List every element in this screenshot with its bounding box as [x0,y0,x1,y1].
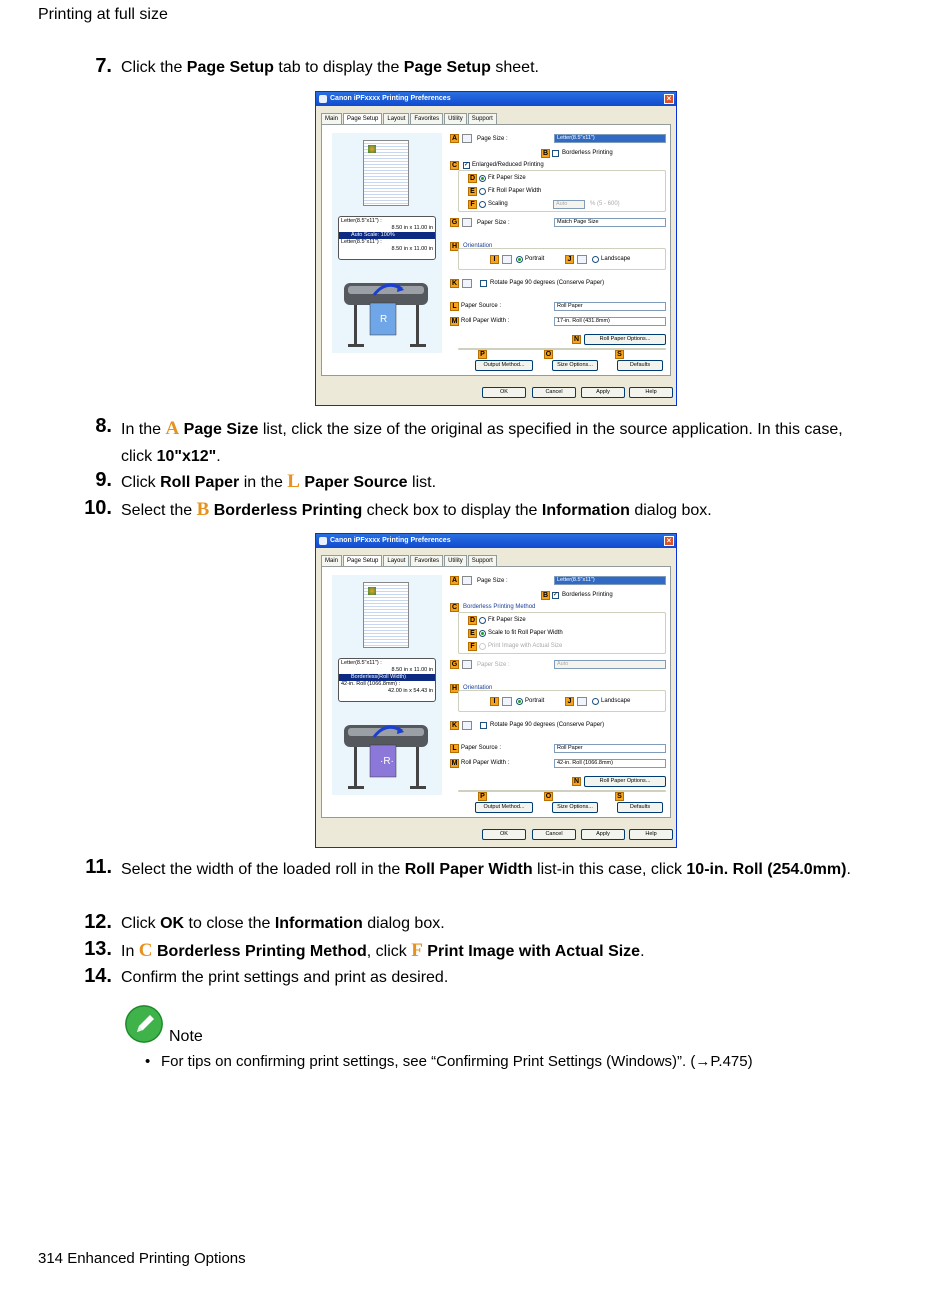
note-pencil-icon [125,1005,163,1043]
label-i: I [490,255,499,264]
tab-favorites[interactable]: Favorites [410,555,443,566]
label-f: F [468,642,477,651]
paper-size-icon [462,218,472,227]
tab-favorites[interactable]: Favorites [410,113,443,124]
step-text [121,472,851,493]
label-j: J [565,255,574,264]
close-icon[interactable]: × [664,536,674,546]
large-format-printer-icon [340,715,434,793]
borderless-checkbox[interactable] [552,150,559,157]
info-scale-bar: Borderless(Roll Width) [339,674,435,681]
step-text-part: Select the width of the loaded roll in the [121,861,405,878]
apply-button[interactable]: Apply [581,387,625,398]
info-line: Letter(8.5"x11") : [341,660,382,666]
output-method-button[interactable]: Output Method... [475,802,533,813]
fit-paper-size-radio[interactable] [479,617,486,624]
info-line: 8.50 in x 11.00 in [391,246,433,252]
step-text-part: 10"x12" [156,448,217,465]
preview-info-box [338,658,436,702]
defaults-button[interactable]: Defaults [617,802,663,813]
preview-info-box [338,216,436,260]
step-text [121,58,851,78]
document-logo-icon [368,587,376,595]
portrait-radio[interactable] [516,256,523,263]
info-line: 8.50 in x 11.00 in [391,225,433,231]
scaling-label: Print Image with Actual Size [488,643,563,649]
defaults-button[interactable]: Defaults [617,360,663,371]
borderless-method-label: Borderless Printing Method [463,604,536,610]
label-b: B [542,592,549,599]
dialog-titlebar [316,92,676,106]
landscape-radio[interactable] [592,698,599,705]
label-i: I [490,697,499,706]
fit-roll-width-radio[interactable] [479,188,486,195]
step-number: 12. [84,911,112,933]
portrait-radio[interactable] [516,698,523,705]
fit-paper-size-radio[interactable] [479,175,486,182]
page-size-select[interactable]: Letter(8.5"x11") [554,134,666,143]
scaling-range: % (5 - 600) [590,201,620,207]
step-text-part: Click [121,915,161,932]
label-a: A [451,577,458,584]
label-s: S [615,792,624,801]
step-text-part: Page Setup [186,59,274,76]
size-options-button[interactable]: Size Options... [552,360,598,371]
key-letter: B [196,499,210,520]
label-l: L [450,302,459,311]
step-text-part: Information [274,915,363,932]
landscape-label: Landscape [601,698,631,704]
cancel-button[interactable]: Cancel [532,829,576,840]
step-text-part: Roll Paper Width [404,861,533,878]
roll-width-label: Roll Paper Width : [461,318,510,324]
roll-width-label: Roll Paper Width : [461,760,510,766]
dialog-title: Canon iPFxxxx Printing Preferences [330,537,451,544]
tab-support[interactable]: Support [468,113,497,124]
rotate-page-checkbox[interactable] [480,280,487,287]
roll-paper-options-button[interactable]: Roll Paper Options... [584,334,666,345]
label-j: J [565,697,574,706]
tab-main[interactable]: Main [321,113,342,124]
output-paper-size-select[interactable]: Auto [554,660,666,669]
paper-source-select[interactable]: Roll Paper [554,744,666,753]
step-text [121,500,851,521]
step-text-part: . [216,448,221,465]
page-size-icon [462,576,472,585]
landscape-label: Landscape [601,256,631,262]
step-text-part: Click the [121,59,187,76]
label-l: L [450,744,459,753]
note-text: For tips on confirming print settings, see “Confirming Print Settings (Windows)”. (→P.475) [161,1053,753,1070]
tab-page-setup[interactable]: Page Setup [343,555,382,566]
note-bullet: • [145,1053,151,1070]
enlarged-reduced-label: Enlarged/Reduced Printing [472,162,544,168]
label-n: N [573,778,580,785]
step-text-part: Information [541,502,630,519]
fit-paper-size-label: Fit Paper Size [488,175,526,181]
step-text-part: Print Image with Actual Size [427,943,641,960]
step-number: 8. [95,415,112,437]
paper-size-icon [462,660,472,669]
info-line: Letter(8.5"x11") : [341,239,382,245]
step-number: 10. [84,497,112,519]
fit-roll-width-label: Scale to fit Roll Paper Width [488,630,563,636]
label-e: E [468,187,477,196]
output-paper-size-select[interactable]: Match Page Size [554,218,666,227]
label-e: E [468,629,477,638]
help-button[interactable]: Help [629,387,673,398]
tab-layout[interactable]: Layout [383,113,409,124]
printing-preferences-dialog-1 [315,91,677,406]
tab-support[interactable]: Support [468,555,497,566]
label-c: C [451,604,458,611]
step-text-part: Confirm the print settings and print as desired. [121,969,449,986]
label-s: S [615,350,624,359]
step-text-part: Select the [121,502,197,519]
dialog-title: Canon iPFxxxx Printing Preferences [330,95,451,102]
key-letter: A [165,418,180,439]
label-o: O [545,351,552,358]
output-paper-size-label: Paper Size : [477,662,510,668]
info-line: 8.50 in x 11.00 in [391,667,433,673]
step-text-part: Page Size [183,421,259,438]
step-text [121,856,851,883]
label-a: A [451,135,458,142]
step-text-part: Click [121,474,161,491]
step-text [121,941,851,962]
button-separator [458,790,666,792]
button-separator [458,348,666,350]
label-d: D [469,617,476,624]
paper-preview [363,582,409,648]
fit-roll-width-radio[interactable] [479,630,486,637]
paper-preview [363,140,409,206]
label-g: G [451,219,458,226]
page-footer: 314 Enhanced Printing Options [38,1250,246,1267]
step-text-part: Paper Source [304,474,408,491]
document-logo-icon [368,145,376,153]
paper-source-label: Paper Source : [461,745,502,751]
step-number: 11. [85,856,112,878]
tab-utility[interactable]: Utility [444,555,467,566]
help-button[interactable]: Help [629,829,673,840]
step-text [121,968,851,988]
step-text-part: list. [407,474,437,491]
step-text [121,415,851,470]
label-h: H [451,685,458,692]
label-p: P [478,792,487,801]
step-text-part: to close the [184,915,275,932]
ok-button[interactable]: OK [482,387,526,398]
cancel-button[interactable]: Cancel [532,387,576,398]
large-format-printer-icon [340,273,434,351]
landscape-icon [577,697,587,706]
fit-roll-width-label: Fit Roll Paper Width [488,188,542,194]
step-text-part: In the [121,421,166,438]
roll-width-select[interactable]: 17-in. Roll (431.8mm) [554,317,666,326]
fit-paper-size-label: Fit Paper Size [488,617,526,623]
dialog-tabs [321,555,497,566]
tab-page-setup[interactable]: Page Setup [343,113,382,124]
step-text-part: Borderless Printing [213,502,363,519]
tab-layout[interactable]: Layout [383,555,409,566]
label-k: K [451,722,458,729]
svg-text:·R·: ·R· [380,756,394,767]
step-number: 14. [84,965,112,987]
step-text-part: In [121,943,139,960]
label-o: O [545,793,552,800]
scaling-label: Scaling [488,201,508,207]
layout-preview [332,133,442,353]
step-text-part: . [846,861,851,878]
dialog-tabs [321,113,497,124]
step-text-part: , click [366,943,412,960]
step-text-part: list, click the size of the original as specified in the source application. In this case, click [121,421,843,465]
step-text-part: 10-in. Roll (254.0mm) [686,861,847,878]
info-scale-bar: Auto Scale: 100% [339,232,435,239]
step-text-part: sheet. [490,59,539,76]
portrait-icon [502,255,512,264]
landscape-icon [577,255,587,264]
page-setup-panel [321,566,671,818]
label-k: K [451,280,458,287]
label-d: D [469,175,476,182]
key-letter: F [411,940,423,961]
step-text-part: tab to display the [273,59,404,76]
borderless-checkbox[interactable]: ✓ [553,592,559,598]
borderless-label: Borderless Printing [562,150,613,156]
step-text-part: . [640,943,645,960]
scaling-radio[interactable] [479,643,486,650]
rotate-page-icon [462,279,472,288]
ok-button[interactable]: OK [482,829,526,840]
label-m: M [451,760,458,767]
page-setup-panel [321,124,671,376]
step-text-part: in the [239,474,288,491]
rotate-page-checkbox[interactable] [480,722,487,729]
portrait-icon [502,697,512,706]
orientation-label: Orientation [463,243,493,249]
label-n: N [573,336,580,343]
step-text-part: Page Setup [403,59,491,76]
info-line: 42-in. Roll (1066.8mm) : [341,681,400,687]
page-size-label: Page Size : [477,578,508,584]
label-p: P [478,350,487,359]
enlarged-reduced-checkbox[interactable]: ✓ [464,162,470,168]
svg-text:R: R [380,314,388,325]
page-size-icon [462,134,472,143]
step-number: 13. [84,938,112,960]
scaling-radio[interactable] [479,201,486,208]
step-number: 7. [95,55,112,77]
portrait-label: Portrait [525,256,545,262]
rotate-page-icon [462,721,472,730]
close-icon[interactable]: × [664,94,674,104]
landscape-radio[interactable] [592,256,599,263]
output-paper-size-label: Paper Size : [477,220,510,226]
step-text-part: check box to display the [362,502,542,519]
step-text-part: dialog box. [629,502,712,519]
scaling-input[interactable]: Auto [553,200,585,209]
step-text-part: Borderless Printing Method [156,943,367,960]
rotate-page-label: Rotate Page 90 degrees (Conserve Paper) [490,722,605,728]
info-line: Letter(8.5"x11") : [341,218,382,224]
paper-source-select[interactable]: Roll Paper [554,302,666,311]
dialog-titlebar [316,534,676,548]
label-m: M [451,318,458,325]
step-text-part: Roll Paper [160,474,240,491]
label-b: B [542,150,549,157]
tab-main[interactable]: Main [321,555,342,566]
step-text-part: list-in this case, click [532,861,687,878]
page-size-label: Page Size : [477,136,508,142]
step-text [121,914,851,934]
rotate-page-label: Rotate Page 90 degrees (Conserve Paper) [490,280,605,286]
orientation-label: Orientation [463,685,493,691]
note-title: Note [169,1028,203,1045]
step-number: 9. [95,469,112,491]
size-options-button[interactable]: Size Options... [552,802,598,813]
key-letter: C [138,940,153,961]
page-header: Printing at full size [38,6,168,23]
label-c: C [451,162,458,169]
label-g: G [451,661,458,668]
roll-width-select[interactable]: 42-in. Roll (1066.8mm) [554,759,666,768]
paper-source-label: Paper Source : [461,303,502,309]
printer-app-icon [319,537,327,545]
info-line: 42.00 in x 54.43 in [388,688,433,694]
printer-app-icon [319,95,327,103]
printing-preferences-dialog-2 [315,533,677,848]
portrait-label: Portrait [525,698,545,704]
key-letter: L [287,471,300,492]
tab-utility[interactable]: Utility [444,113,467,124]
label-h: H [451,243,458,250]
label-f: F [468,200,477,209]
borderless-label: Borderless Printing [562,592,613,598]
roll-paper-options-button[interactable]: Roll Paper Options... [584,776,666,787]
layout-preview [332,575,442,795]
step-text-part: dialog box. [362,915,445,932]
apply-button[interactable]: Apply [581,829,625,840]
page-size-select[interactable]: Letter(8.5"x11") [554,576,666,585]
step-text-part: OK [160,915,185,932]
output-method-button[interactable]: Output Method... [475,360,533,371]
